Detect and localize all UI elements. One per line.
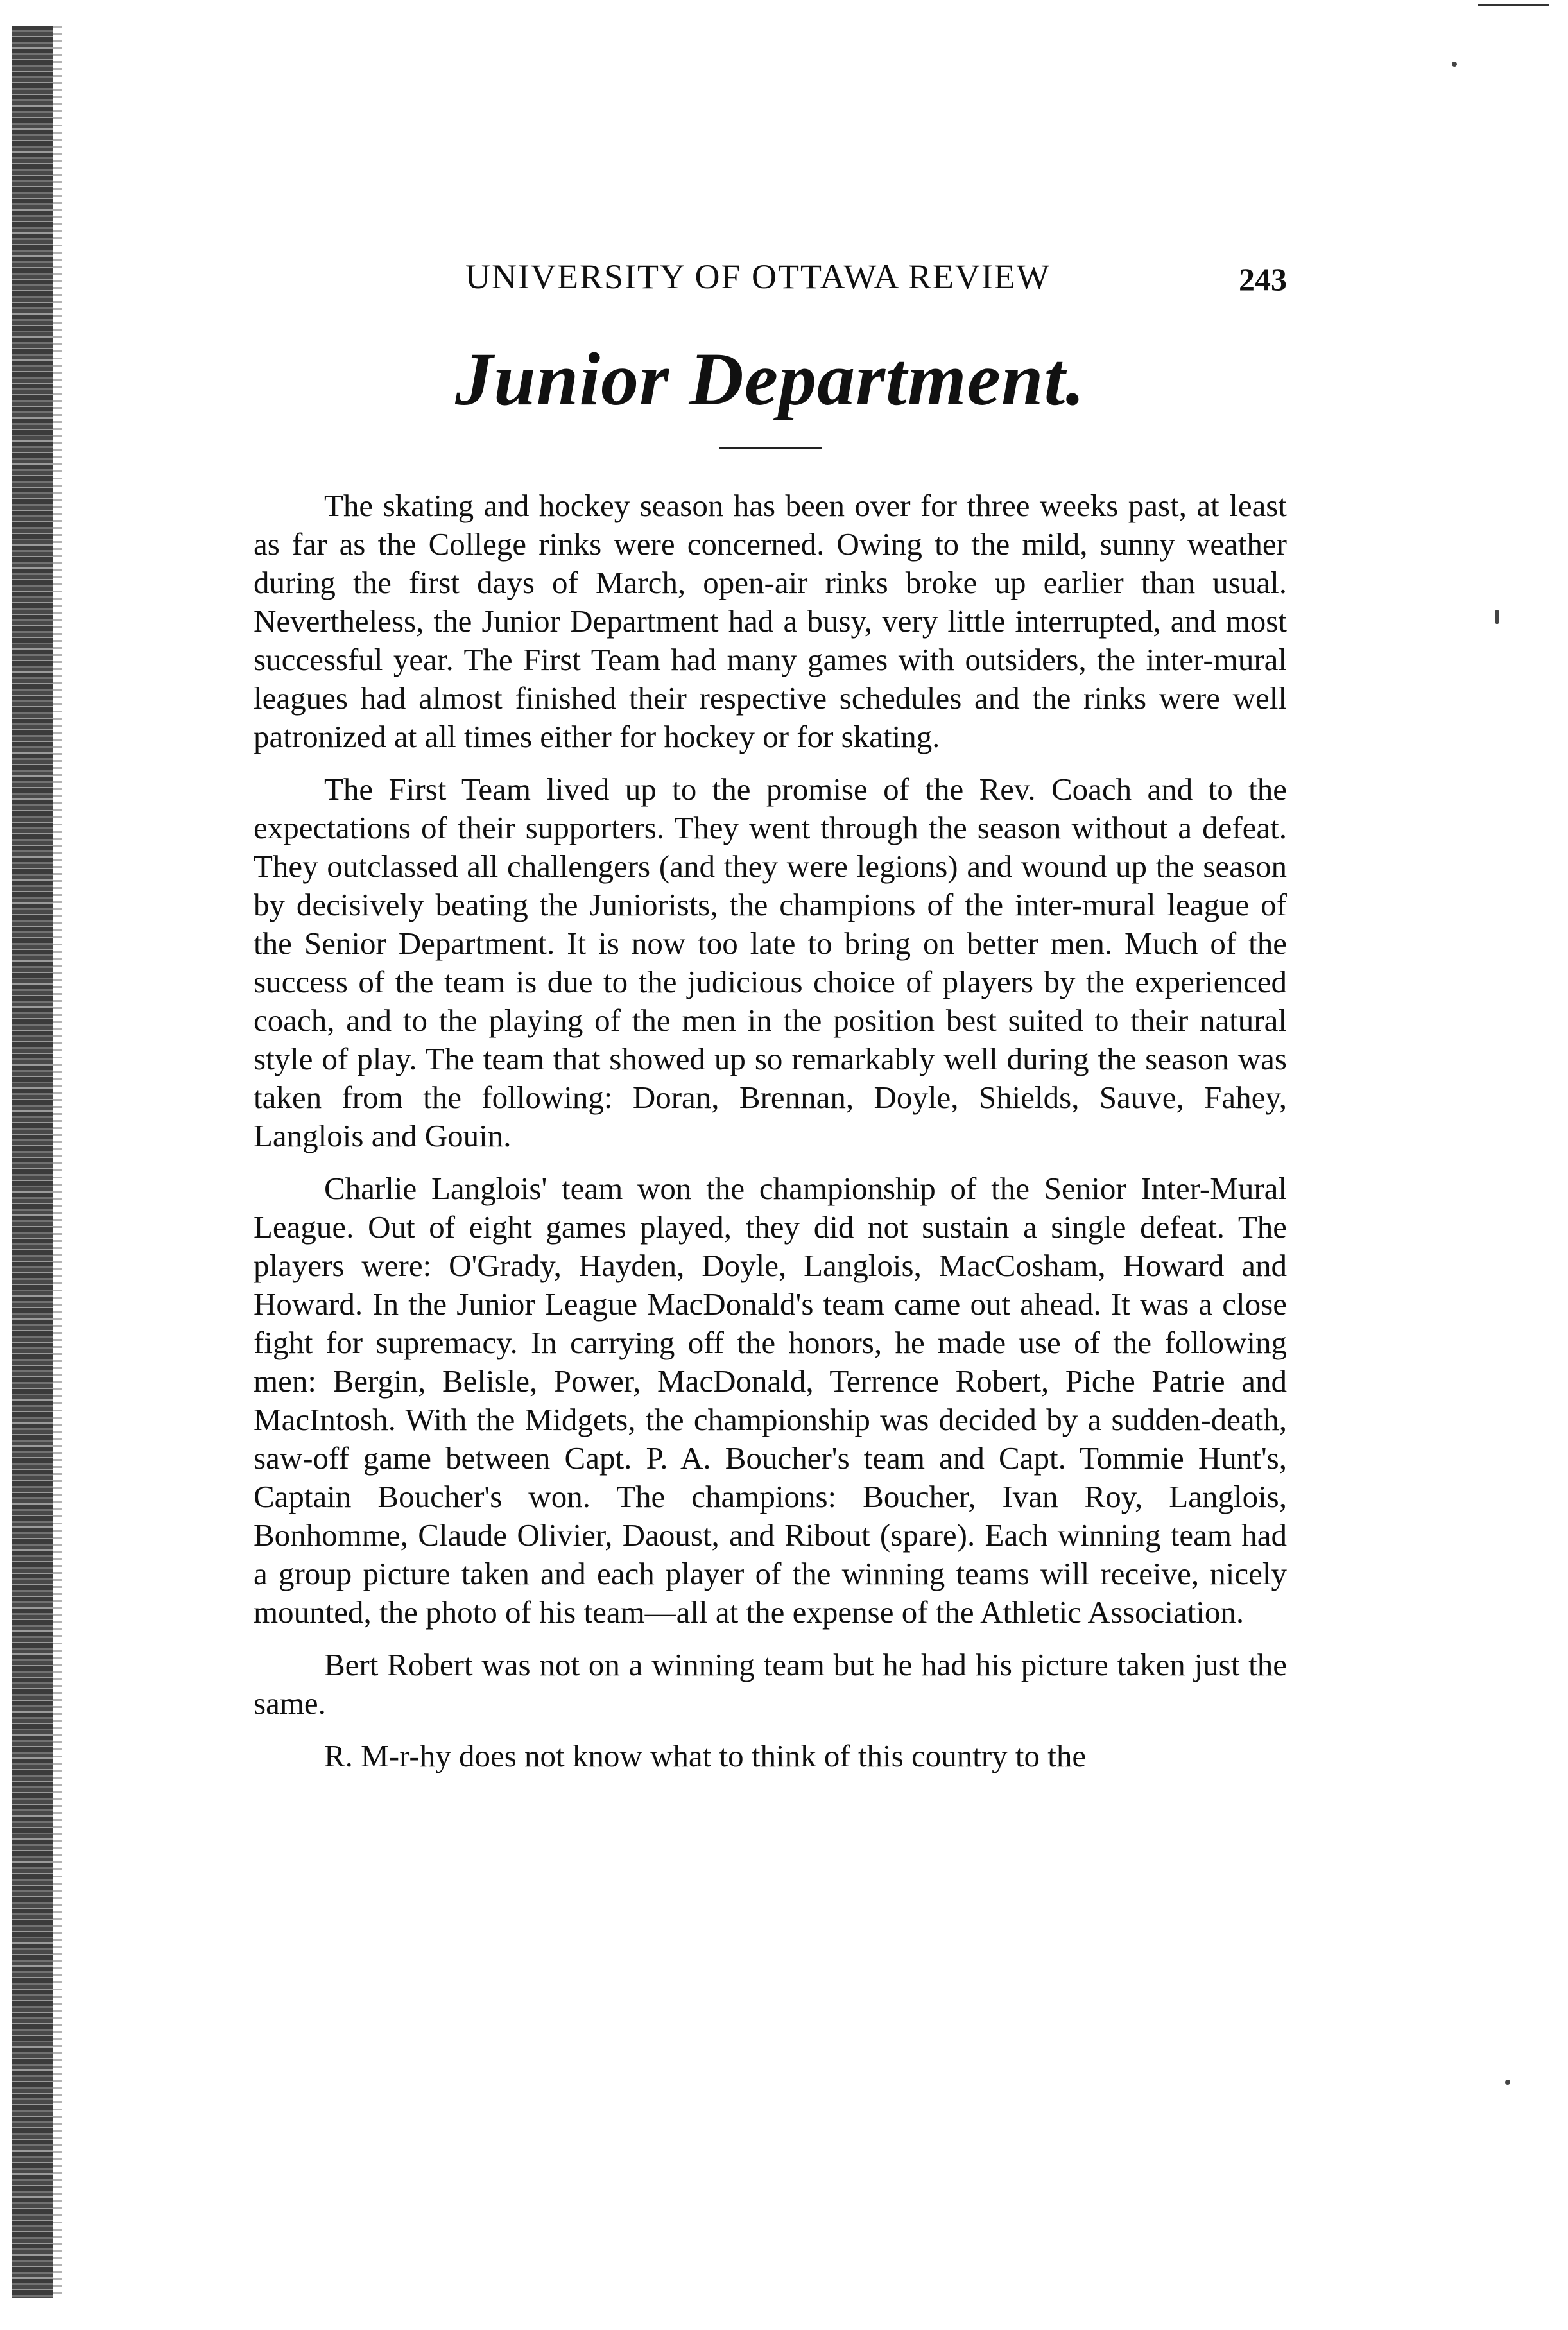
- page-number: 243: [1239, 261, 1287, 297]
- paragraph: R. M-r-hy does not know what to think of this country to the: [324, 1738, 1087, 1773]
- article-body: [254, 487, 1287, 1775]
- scan-speck: [1452, 62, 1457, 67]
- running-header: [254, 257, 1287, 308]
- paragraph: Bert Robert was not on a winning team but he had his picture taken just the same.: [254, 1646, 1287, 1721]
- paragraph: Charlie Langlois' team won the championship of the Senior Inter-Mural League. Out of eight games played, they did not sustain a single defeat. The players were: O'Grady, Hayden, Doyle, Langlois, MacCosham, Howard and Howard. In the Junior League MacDonald's team came out ahead. It was a close fight for supremacy. In carrying off the honors, he made use of the following men: Bergin, Belisle, Power, MacDonald, Terrence Robert, Piche Patrie and MacIntosh. With the Midgets, the championship was decided by a sudden-death, saw-off game between Capt. P. A. Boucher's team and Capt. Tommie Hunt's, Captain Boucher's won. The champions: Boucher, Ivan Roy, Langlois, Bonhomme, Claude Olivier, Daoust, and Ribout (spare). Each winning team had a group picture taken and each player of the winning teams will receive, nicely mounted, the photo of his team—all at the expense of the Athletic Association.: [254, 1170, 1287, 1630]
- journal-title: UNIVERSITY OF OTTAWA REVIEW: [465, 257, 1051, 296]
- scan-speck: [1505, 2080, 1510, 2085]
- paragraph: The First Team lived up to the promise of the Rev. Coach and to the expectations of their supporters. They went through the season without a defeat. They outclassed all challengers (and they were legions) and wound up the season by decisively beating the Juniorists, the champions of the inter-mural league of the Senior Department. It is now too late to bring on better men. Much of the success of the team is due to the judicious choice of players by the experienced coach, and to the playing of the men in the position best suited to their natural style of play. The team that showed up so remarkably well during the season was taken from the following: Doran, Brennan, Doyle, Shields, Sauve, Fahey, Langlois and Gouin.: [254, 771, 1287, 1153]
- document-page: [254, 257, 1287, 1790]
- scan-corner-mark: [1478, 4, 1549, 6]
- scan-speck: [1495, 610, 1499, 624]
- title-divider: [719, 447, 822, 449]
- paragraph: The skating and hockey season has been over for three weeks past, at least as far as the College rinks were concerned. Owing to the mild, sunny weather during the first days of March, open-air rinks broke up earlier than usual. Nevertheless, the Junior Department had a busy, very little interrupted, and most successful year. The First Team had many games with outsiders, the inter-mural leagues had almost finished their respective schedules and the rinks were well patronized at all times either for hockey or for skating.: [254, 487, 1287, 754]
- scan-binding-edge: [12, 26, 53, 2298]
- section-title: Junior Department.: [455, 337, 1085, 421]
